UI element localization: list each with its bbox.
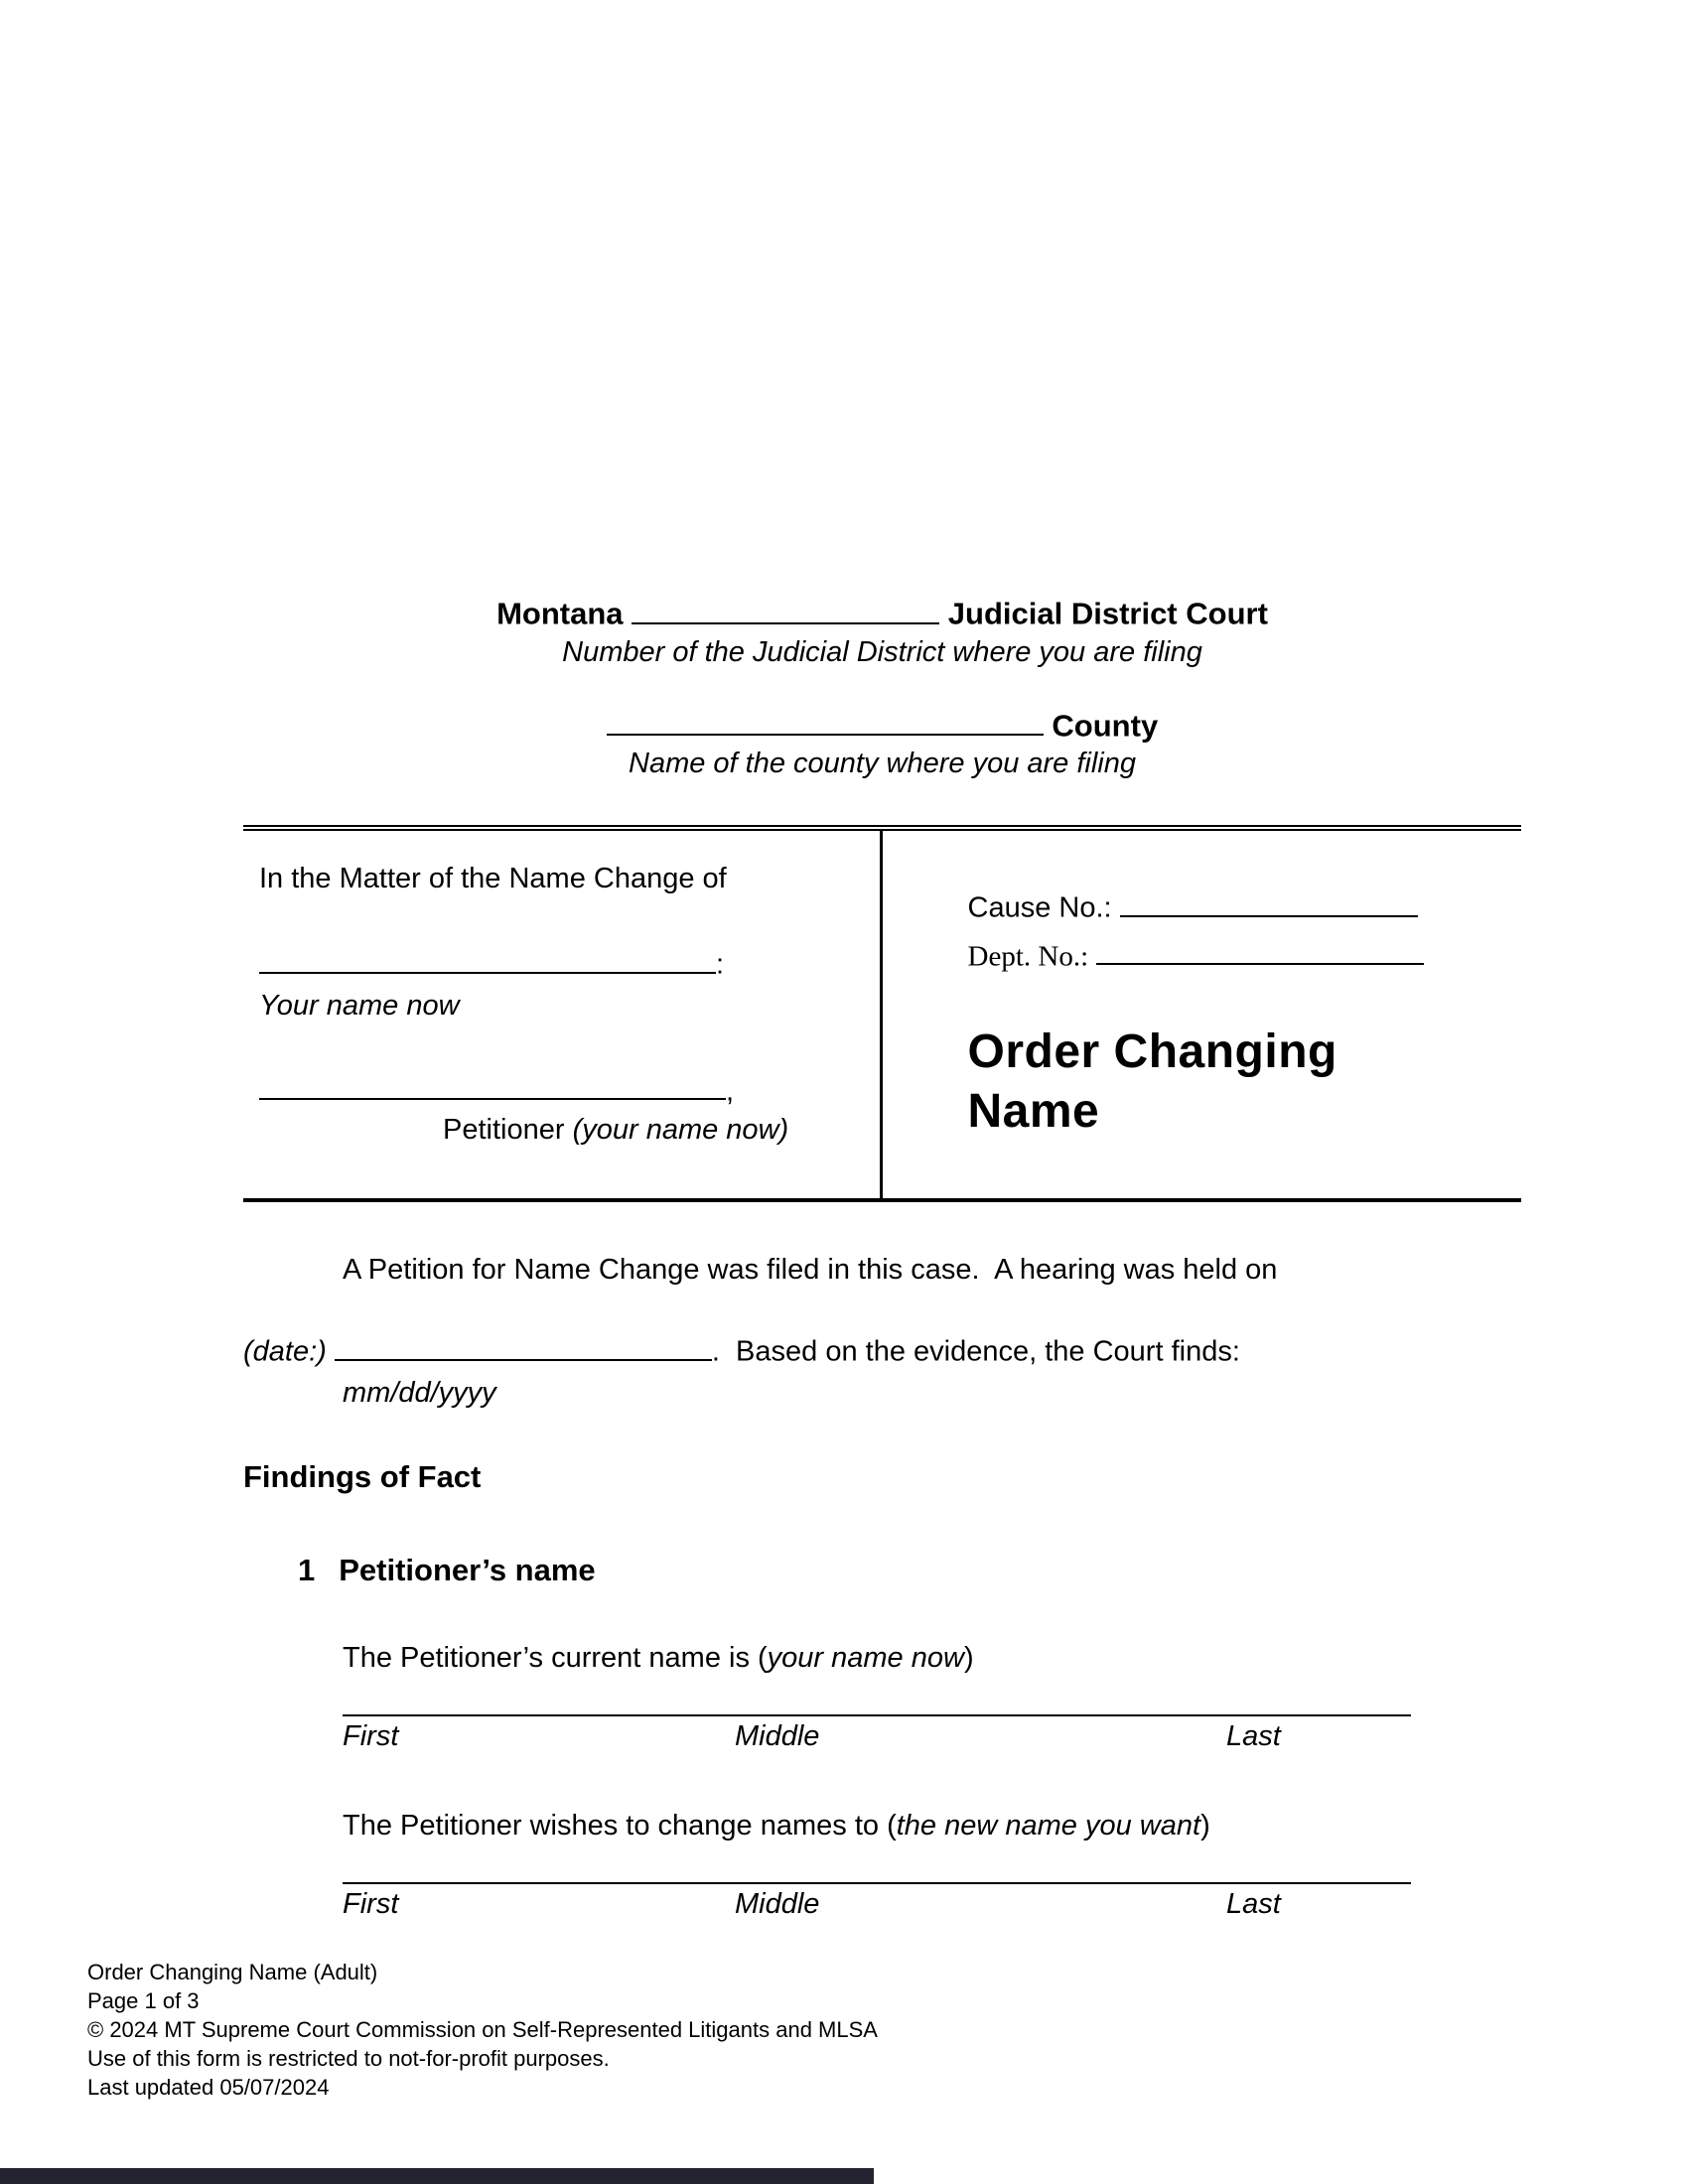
caption-left-cell	[243, 831, 883, 1198]
dept-no-label: Dept. No.:	[967, 939, 1089, 972]
footer-restriction: Use of this form is restricted to not-for-profit purposes.	[87, 2046, 610, 2071]
date-label: (date:)	[243, 1335, 327, 1368]
footer-page-number: Page 1 of 3	[87, 1988, 200, 2013]
label-first: First	[343, 1887, 399, 1920]
cause-no-blank[interactable]	[1120, 887, 1418, 916]
label-last: Last	[1226, 1887, 1281, 1920]
your-name-now-hint: Your name now	[259, 989, 460, 1022]
footer-last-updated: Last updated 05/07/2024	[87, 2075, 330, 2100]
county-hint: Name of the county where you are filing	[629, 748, 1136, 780]
current-name-prefix: The Petitioner’s current name is (	[343, 1641, 768, 1674]
court-title-line	[243, 592, 1521, 634]
new-name-labels-row	[343, 1888, 1521, 1924]
petitioner-line	[259, 1114, 850, 1147]
current-name-close: )	[963, 1641, 974, 1674]
dept-no-blank[interactable]	[1096, 935, 1424, 965]
matter-line: In the Matter of the Name Change of	[259, 863, 727, 895]
new-name-prefix: The Petitioner wishes to change names to (	[343, 1809, 897, 1842]
page-footer	[87, 1958, 878, 2102]
cause-no-row	[968, 887, 1522, 926]
date-format-hint: mm/dd/yyyy	[343, 1376, 496, 1409]
county-label: County	[1052, 708, 1159, 744]
judicial-district-number-blank[interactable]	[632, 592, 939, 624]
current-name-blank-row	[259, 943, 850, 981]
county-line	[243, 704, 1521, 747]
new-name-fill-line[interactable]	[343, 1882, 1411, 1884]
hearing-date-blank[interactable]	[335, 1330, 712, 1360]
intro-sentence: A Petition for Name Change was filed in this case. A hearing was held on	[343, 1254, 1278, 1287]
current-name-labels-row	[343, 1720, 1521, 1756]
date-line	[243, 1330, 1521, 1368]
blank1-colon: :	[716, 948, 725, 981]
new-name-close: )	[1200, 1809, 1210, 1842]
section-1-heading	[243, 1553, 1521, 1588]
court-hint: Number of the Judicial District where you are filing	[562, 635, 1202, 668]
label-last: Last	[1226, 1719, 1281, 1752]
page-content	[243, 592, 1521, 1924]
cause-no-label: Cause No.:	[967, 891, 1112, 924]
footer-copyright: © 2024 MT Supreme Court Commission on Self-Represented Litigants and MLSA	[87, 2017, 878, 2042]
section-1-number: 1	[298, 1552, 316, 1587]
caption-table	[243, 825, 1521, 1202]
caption-right-cell	[883, 831, 1522, 1198]
petitioner-name-blank[interactable]	[259, 1070, 726, 1100]
court-name-suffix: Judicial District Court	[947, 596, 1268, 631]
section-1-title: Petitioner’s name	[339, 1552, 596, 1587]
blank2-comma: ,	[726, 1074, 735, 1107]
form-title: Order Changing Name	[967, 1024, 1337, 1138]
court-header	[243, 592, 1521, 781]
current-name-blank[interactable]	[259, 943, 716, 973]
county-name-blank[interactable]	[607, 704, 1044, 737]
footer-form-name: Order Changing Name (Adult)	[87, 1960, 378, 1984]
petitioner-label: Petitioner	[443, 1113, 573, 1146]
current-name-fill-line[interactable]	[343, 1714, 1411, 1716]
current-name-sentence	[343, 1642, 1521, 1675]
date-line-suffix: . Based on the evidence, the Court finds:	[711, 1335, 1240, 1368]
label-middle: Middle	[735, 1887, 820, 1920]
current-name-hint: your name now	[767, 1641, 964, 1674]
petitioner-name-blank-row	[259, 1070, 850, 1108]
findings-of-fact-heading: Findings of Fact	[243, 1458, 482, 1494]
scan-edge-artifact	[0, 2168, 874, 2184]
label-first: First	[343, 1719, 399, 1752]
court-name-prefix: Montana	[496, 596, 624, 631]
new-name-hint: the new name you want	[896, 1809, 1201, 1842]
dept-no-row	[968, 935, 1522, 975]
label-middle: Middle	[735, 1719, 820, 1752]
new-name-sentence	[343, 1810, 1521, 1843]
petitioner-hint: (your name now)	[572, 1113, 789, 1146]
